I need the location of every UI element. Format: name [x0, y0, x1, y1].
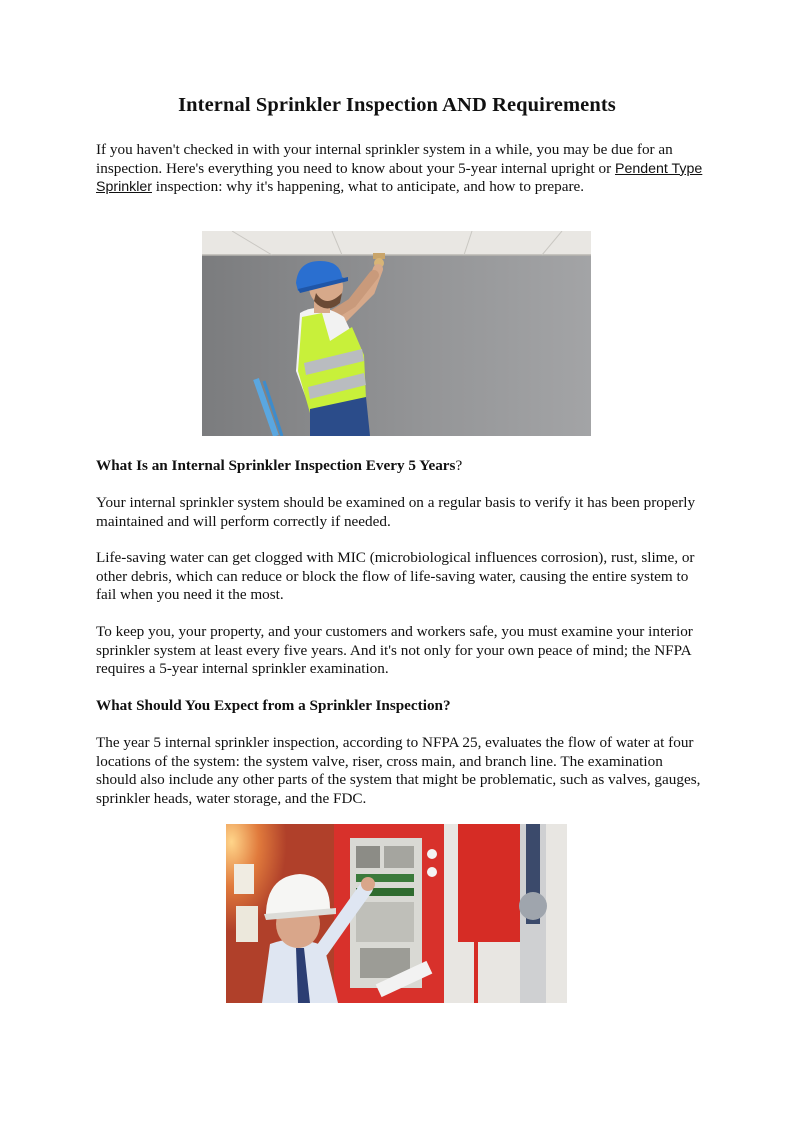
- section2-paragraph-1: The year 5 internal sprinkler inspection, according to NFPA 25, evaluates the flow of water at four locations of the system: the system valve, riser, cross main, and branch line. The examination should also include any other parts of the system that might be problematic, such as valves, gauges, sprinkler heads, water storage, and the FDC.: [96, 734, 701, 807]
- hand: [361, 877, 375, 891]
- valve-wheel: [519, 892, 547, 920]
- wall: [202, 231, 591, 436]
- section1-heading-suffix: ?: [455, 457, 463, 474]
- panel-module: [356, 846, 380, 868]
- fire-panel-engineer-photo: [226, 824, 567, 1003]
- intro-text-before-link: If you haven't checked in with your internal sprinkler system in a while, you may be due for an inspection. Here's everything you need to know about your 5-year internal upright or: [96, 141, 673, 177]
- intro-text-after-link: inspection: why it's happening, what to anticipate, and how to prepare.: [151, 178, 585, 196]
- technician-sprinkler-photo: [202, 231, 591, 436]
- indicator-light: [427, 867, 437, 877]
- intro-paragraph: [96, 141, 706, 197]
- page-title: Internal Sprinkler Inspection AND Requirements: [178, 94, 616, 116]
- section1-paragraph-1: Your internal sprinkler system should be examined on a regular basis to verify it has been properly maintained and will perform correctly if needed.: [96, 494, 696, 530]
- wall-paper: [236, 906, 258, 942]
- section2-heading: What Should You Expect from a Sprinkler Inspection?: [96, 697, 451, 714]
- ceiling: [202, 231, 591, 255]
- fire-panel-engineer-illustration: [226, 824, 567, 1003]
- section1-paragraph-3: To keep you, your property, and your customers and workers safe, you must examine your interior sprinkler system at least every five years. And it's not only for your own peace of mind; the NFPA requires a 5-year internal sprinkler examination.: [96, 623, 693, 678]
- pendent-type-sprinkler-link[interactable]: Pendent Type Sprinkler: [96, 160, 703, 196]
- technician-sprinkler-illustration: [202, 231, 591, 436]
- red-enclosure: [458, 824, 520, 942]
- panel-board: [356, 902, 414, 942]
- wall-paper: [234, 864, 254, 894]
- panel-module: [384, 846, 414, 868]
- section1-paragraph-2: Life-saving water can get clogged with MIC (microbiological influences corrosion), rust, slime, or other debris, which can reduce or block the flow of life-saving water, causing the entire system to fail when you need it the most.: [96, 549, 695, 604]
- section1-heading-bold: What Is an Internal Sprinkler Inspection Every 5 Years: [96, 457, 456, 474]
- section1-heading: [96, 457, 706, 476]
- indicator-light: [427, 849, 437, 859]
